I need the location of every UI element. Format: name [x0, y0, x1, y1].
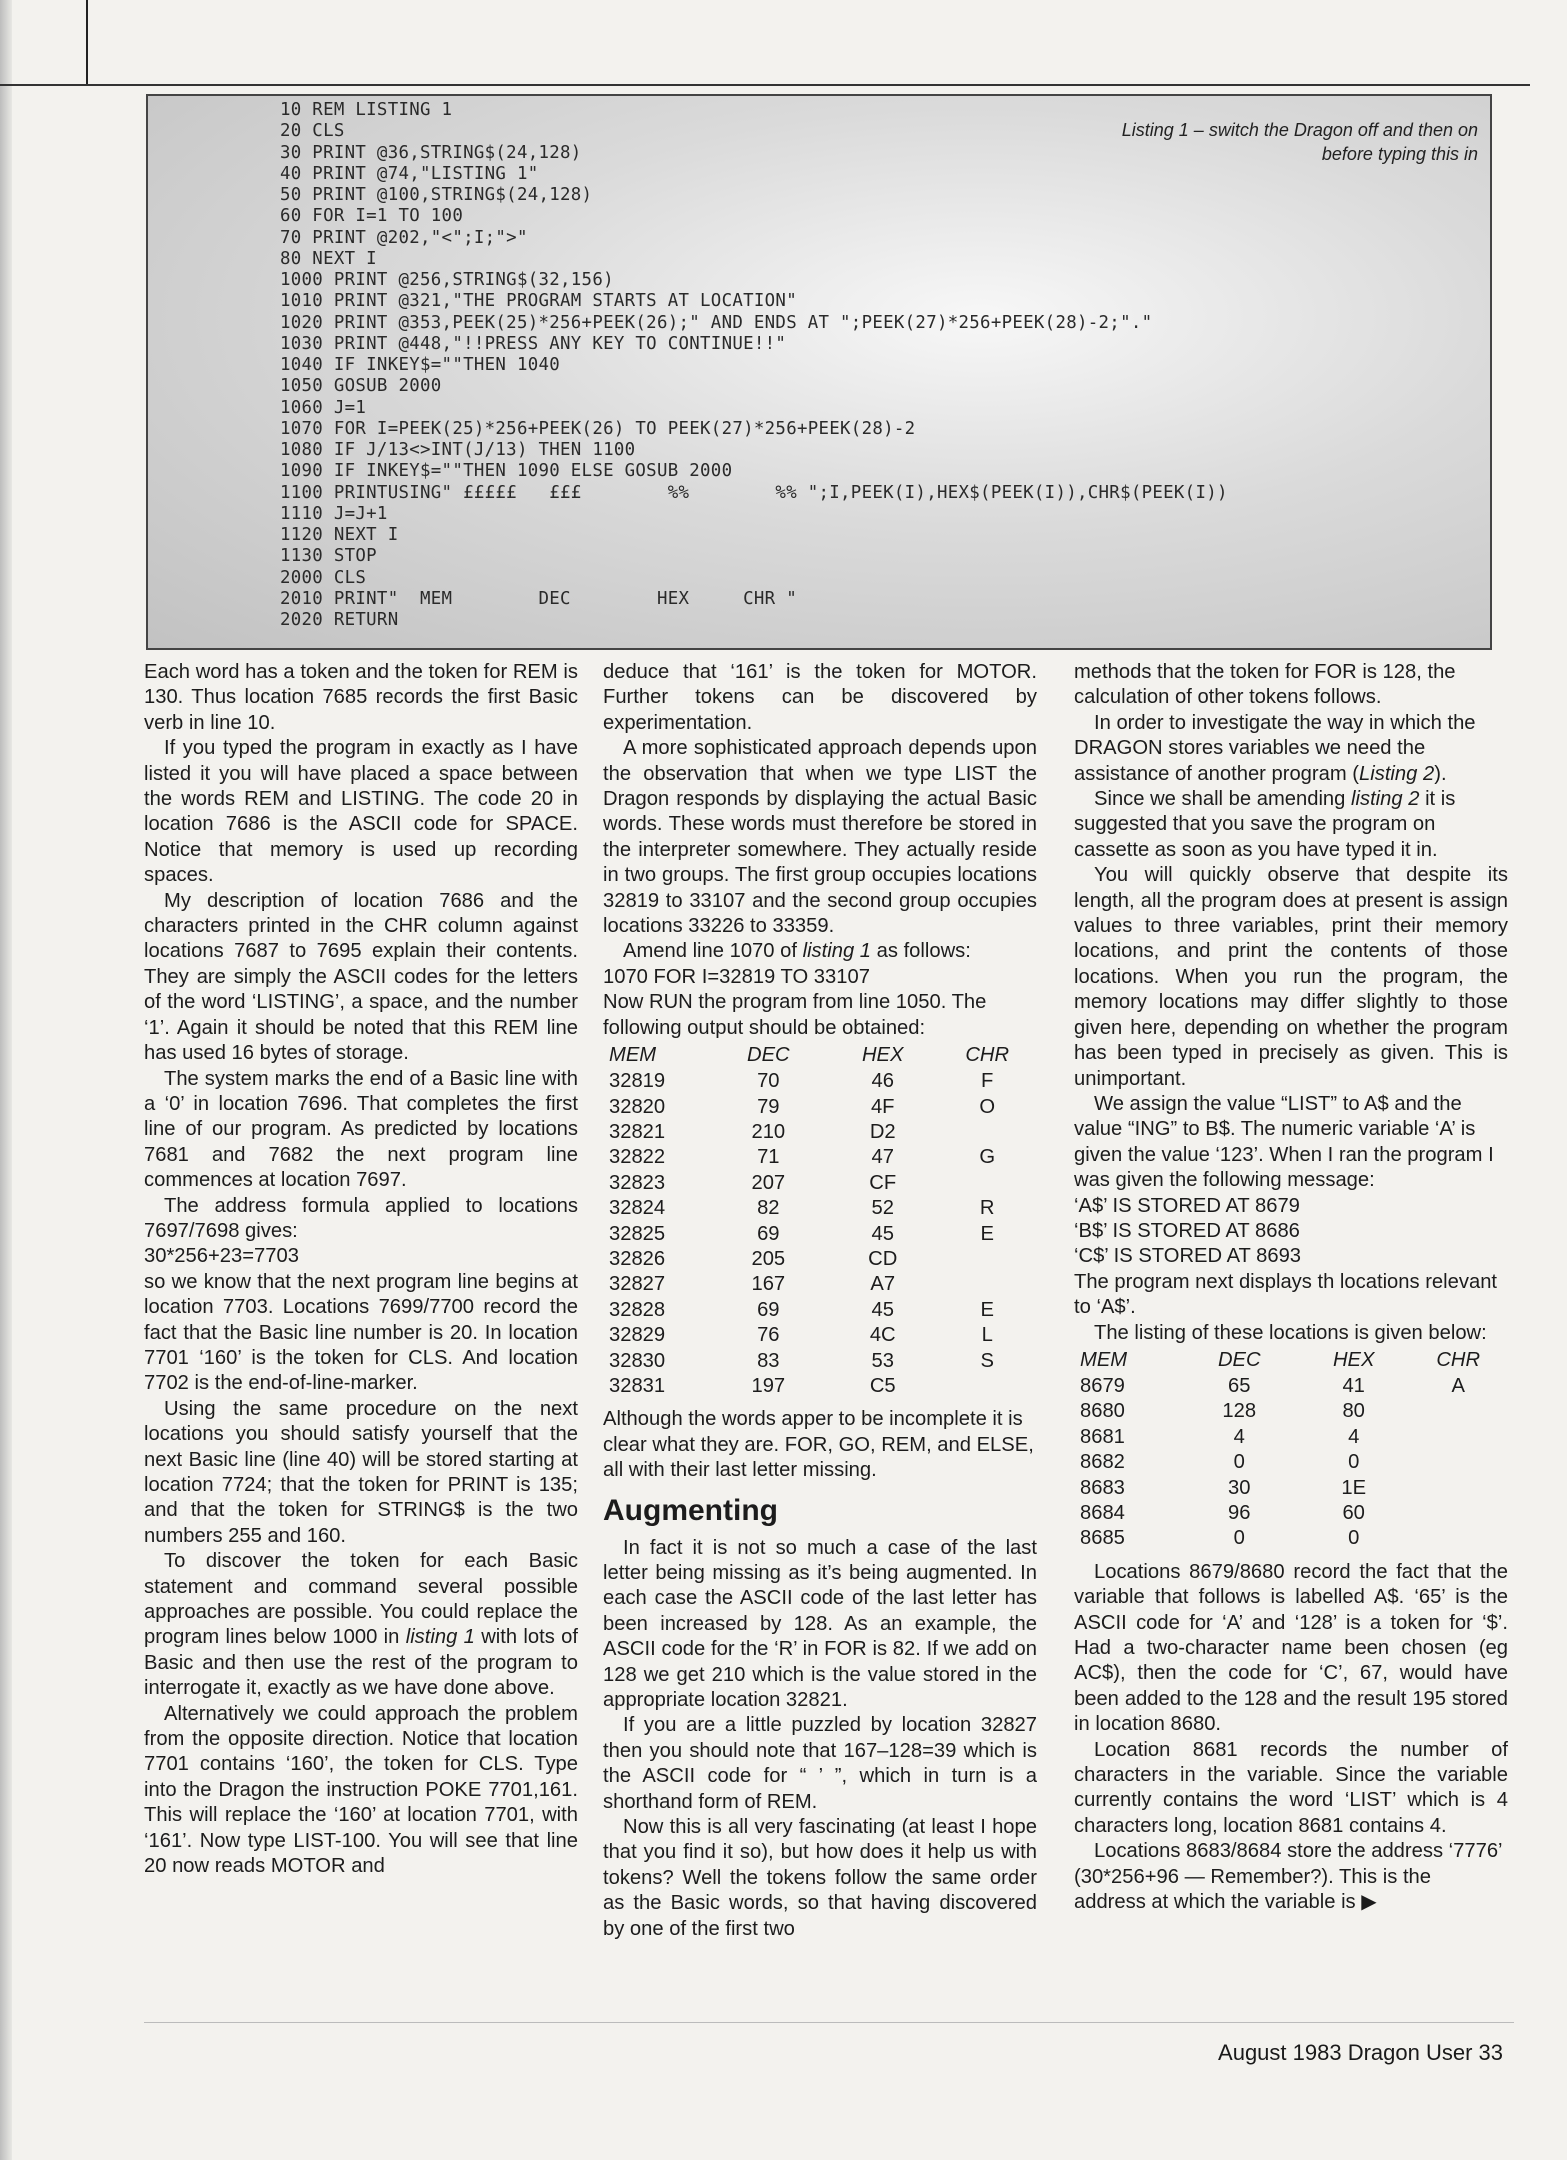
table-cell: 0 [1348, 1527, 1360, 1550]
listing-reference: listing 1 [802, 940, 872, 963]
text-run: as follows: [876, 940, 971, 963]
table-cell: 32824 [609, 1197, 666, 1220]
page-binding-edge [0, 0, 12, 2160]
table-cell: 47 [871, 1146, 894, 1169]
table-row [1080, 1425, 1508, 1450]
table-cell: 4C [869, 1324, 896, 1347]
table-cell: 60 [1342, 1502, 1365, 1524]
table-row [609, 1272, 1037, 1297]
table-cell: C5 [869, 1374, 896, 1397]
code-line: 2010 PRINT" MEM DEC HEX CHR " [280, 588, 797, 609]
table-row [609, 1349, 1037, 1374]
table-cell: CD [868, 1247, 898, 1270]
table-cell: S [980, 1349, 994, 1372]
table-cell: 32819 [609, 1070, 666, 1093]
code-line: 1070 FOR I=32819 TO 33107 [603, 965, 870, 988]
paragraph: so we know that the next program line begins at location 7703. Locations 7699/7700 record the fact that the Basic line number is 20. In location 7701 ‘160’ is the token for CLS. And location 7702 is the end-of-line-marker. [144, 1270, 578, 1395]
column-header: MEM [1080, 1349, 1128, 1372]
table-cell: 32831 [609, 1374, 666, 1397]
table-row [1080, 1476, 1508, 1501]
code-line: 1010 PRINT @321,"THE PROGRAM STARTS AT LOCATION" [280, 291, 797, 312]
table-row [609, 1069, 1037, 1094]
column-header: DEC [747, 1044, 790, 1067]
paragraph: Each word has a token and the token for REM is 130. Thus location 7685 records the first Basic verb in line 10. [144, 661, 578, 734]
table-cell: 8682 [1080, 1451, 1125, 1474]
table-cell: 79 [757, 1095, 780, 1118]
table-cell: 53 [871, 1349, 894, 1372]
table-cell: 0 [1233, 1451, 1245, 1474]
table-cell: F [981, 1070, 994, 1093]
paragraph: We assign the value “LIST” to A$ and the value “ING” to B$. The numeric variable ‘A’ is given the value ‘123’. When I ran the program I was given the following message: [1074, 1092, 1494, 1192]
table-cell [1408, 1450, 1508, 1475]
text-run: In order to investigate the way in which the DRAGON stores variables we need the assistance of another program ( [1074, 711, 1476, 785]
output-line: ‘B$’ IS STORED AT 8686 [1074, 1219, 1300, 1242]
paragraph: If you are a little puzzled by location 32827 then you should note that 167–128=39 which is the ASCII code for “ ’ ”, which in turn is a shorthand form of REM. [603, 1714, 1037, 1813]
code-line: 2000 CLS [280, 567, 367, 588]
table-row [609, 1171, 1037, 1196]
code-line: 1060 J=1 [280, 397, 367, 418]
table-cell: 32823 [609, 1171, 666, 1194]
page-footer: August 1983 Dragon User 33 [1218, 2040, 1503, 2065]
table-row [609, 1247, 1037, 1272]
code-line: 70 PRINT @202,"<";I;">" [280, 227, 528, 248]
code-line: 1100 PRINTUSING" £££££ £££ %% %% ";I,PEEK(I),HEX$(PEEK(I)),CHR$(PEEK(I)) [280, 482, 1228, 503]
listing-reference: listing 2 [1351, 788, 1420, 811]
table-cell: 45 [871, 1298, 894, 1321]
code-line: 60 FOR I=1 TO 100 [280, 206, 464, 227]
table-cell: L [981, 1324, 993, 1347]
code-line: 1070 FOR I=PEEK(25)*256+PEEK(26) TO PEEK(27)*256+PEEK(28)-2 [280, 418, 916, 439]
table-cell: A [1451, 1374, 1465, 1397]
formula-line: 30*256+23=7703 [144, 1245, 299, 1268]
column-3 [1074, 660, 1508, 1916]
table-cell: 32827 [609, 1273, 666, 1296]
table-cell [1408, 1425, 1508, 1450]
table-cell: 32826 [609, 1247, 666, 1270]
table-row [609, 1196, 1037, 1221]
output-line: ‘C$’ IS STORED AT 8693 [1074, 1245, 1302, 1268]
code-line: 1020 PRINT @353,PEEK(25)*256+PEEK(26);" AND ENDS AT ";PEEK(27)*256+PEEK(28)-2;"." [280, 312, 1153, 333]
table-row [609, 1120, 1037, 1145]
table-cell: 80 [1342, 1400, 1365, 1423]
output-line: ‘A$’ IS STORED AT 8679 [1074, 1194, 1300, 1217]
table-cell: 71 [757, 1146, 780, 1169]
text-run: with lots of Basic and then use the rest of the program to interrogate it, exactly as we have done above. [144, 1626, 579, 1700]
table-cell: 4 [1233, 1425, 1245, 1448]
table-cell: G [979, 1146, 996, 1169]
table-cell [1408, 1526, 1508, 1551]
table-cell: 8683 [1080, 1476, 1125, 1499]
column-header: CHR [965, 1044, 1010, 1067]
table-cell: 4 [1348, 1425, 1360, 1448]
table-cell: E [980, 1222, 994, 1245]
table-row [609, 1298, 1037, 1323]
paragraph: Locations 8679/8680 record the fact that the variable that follows is labelled A$. ‘65’ is the ASCII code for ‘A’ and ‘128’ is a token for ‘$’. Had a two-character name been chosen (eg AC$), then the code for ‘C’, 67, would have been added to the 128 and the result 195 stored in location 8680. [1074, 1560, 1508, 1736]
table-row [609, 1145, 1037, 1170]
paragraph: In fact it is not so much a case of the last letter being missing as it’s being augmented. In each case the ASCII code of the last letter has been increased by 128. As an example, the ASCII code for the ‘R’ in FOR is 82. If we add on 128 we get 210 which is the value stored in the appropriate location 32821. [603, 1536, 1037, 1712]
table-cell: 76 [757, 1324, 780, 1347]
table-cell: 8685 [1080, 1527, 1125, 1550]
paragraph: Locations 8683/8684 store the address ‘7776’ (30*256+96 — Remember?). This is the address at which the variable is ▶ [1074, 1840, 1502, 1914]
table-cell: 32829 [609, 1324, 666, 1347]
table-cell: 41 [1342, 1374, 1365, 1397]
table-cell: 0 [1348, 1451, 1360, 1474]
table-cell [937, 1171, 1037, 1196]
table-cell: CF [869, 1171, 897, 1194]
table-cell: D2 [869, 1120, 896, 1143]
code-line: 30 PRINT @36,STRING$(24,128) [280, 142, 582, 163]
table-cell: 4F [870, 1095, 895, 1118]
table-cell [937, 1272, 1037, 1297]
table-cell [937, 1374, 1037, 1399]
table-cell: 46 [871, 1070, 894, 1093]
paragraph: Using the same procedure on the next locations you should satisfy yourself that the next Basic line (line 40) will be stored starting at location 7724; that the token for PRINT is 135; and that the token for STRING$ is the two numbers 255 and 160. [144, 1397, 578, 1547]
column-1 [144, 660, 578, 1880]
table-cell: 32828 [609, 1298, 666, 1321]
table-row [609, 1323, 1037, 1348]
table-cell: 0 [1233, 1527, 1245, 1550]
text-run: Amend line 1070 of [623, 940, 797, 963]
table-cell: 45 [871, 1222, 894, 1245]
token-table [609, 1043, 1037, 1399]
table-cell: A7 [870, 1273, 896, 1296]
paragraph: Alternatively we could approach the problem from the opposite direction. Notice that location 7701 contains ‘160’, the token for CLS. Type into the Dragon the instruction POKE 7701,161. This will replace the ‘160’ at location 7701, with ‘161’. Now type LIST-100. You will see that line 20 now reads MOTOR and [144, 1702, 578, 1878]
table-cell [1408, 1501, 1508, 1526]
table-cell [937, 1120, 1037, 1145]
code-line: 1030 PRINT @448,"!!PRESS ANY KEY TO CONTINUE!!" [280, 333, 787, 354]
code-line: 80 NEXT I [280, 248, 377, 269]
column-header: HEX [861, 1044, 904, 1067]
binding-rule [86, 0, 88, 84]
paragraph: You will quickly observe that despite its length, all the program does at present is assign values to three variables, print their memory locations, and print the contents of those locations. When you run the program, the memory locations may differ slightly to those given here, depending on whether the program has been typed in precisely as given. This is unimportant. [1074, 864, 1508, 1090]
table-cell: 69 [757, 1222, 780, 1245]
code-line: 20 CLS [280, 121, 345, 142]
column-header: HEX [1332, 1349, 1375, 1372]
footer-rule [144, 2022, 1514, 2023]
top-rule [0, 84, 1530, 86]
code-line: 50 PRINT @100,STRING$(24,128) [280, 185, 593, 205]
paragraph: Although the words apper to be incomplete it is clear what they are. FOR, GO, REM, and ELSE, all with their last letter missing. [603, 1408, 1034, 1482]
paragraph: The listing of these locations is given below: [1094, 1321, 1487, 1344]
code-line: 1080 IF J/13<>INT(J/13) THEN 1100 [280, 440, 636, 460]
paragraph [1074, 787, 1508, 863]
table-cell: E [980, 1298, 994, 1321]
table-cell: 70 [757, 1070, 780, 1093]
code-line: 1090 IF INKEY$=""THEN 1090 ELSE GOSUB 2000 [280, 461, 733, 482]
paragraph: deduce that ‘161’ is the token for MOTOR. Further tokens can be discovered by experimentation. [603, 661, 1037, 734]
table-cell: 32822 [609, 1146, 666, 1169]
paragraph: If you typed the program in exactly as I have listed it you will have placed a space between the words REM and LISTING. The code 20 in location 7686 is the ASCII code for SPACE. Notice that memory is used up recording spaces. [144, 737, 578, 887]
table-cell [937, 1247, 1037, 1272]
code-line: 1110 J=J+1 [280, 503, 388, 524]
table-cell: 210 [751, 1120, 786, 1143]
table-cell: 30 [1228, 1476, 1251, 1499]
text-run: ). [1434, 762, 1447, 785]
paragraph: A more sophisticated approach depends upon the observation that when we type LIST the Dragon responds by displaying the actual Basic words. These words must therefore be stored in the interpreter somewhere. They actually reside in two groups. The first group occupies locations 32819 to 33107 and the second group occupies locations 33226 to 33359. [603, 737, 1037, 938]
listing-reference: Listing 2 [1359, 762, 1435, 785]
code-line: 10 REM LISTING 1 [280, 100, 453, 120]
table-cell: 167 [751, 1273, 786, 1296]
table-cell: 69 [757, 1298, 780, 1321]
table-row [1080, 1501, 1508, 1526]
table-cell: 8681 [1080, 1425, 1125, 1448]
table-cell: 128 [1222, 1400, 1257, 1423]
listing-reference: listing 1 [405, 1626, 475, 1649]
code-line: 1040 IF INKEY$=""THEN 1040 [280, 355, 561, 375]
table-cell: O [979, 1095, 996, 1118]
column-header: MEM [609, 1044, 657, 1067]
table-cell: 207 [751, 1171, 786, 1194]
column-2 [603, 660, 1037, 1942]
code-line: 1120 NEXT I [280, 525, 399, 545]
text-run: Since we shall be amending [1094, 788, 1346, 811]
table-cell: 197 [751, 1374, 786, 1397]
table-cell: 1E [1341, 1476, 1367, 1499]
paragraph: Now this is all very fascinating (at least I hope that you find it so), but how does it help us with tokens? Well the tokens follow the same order as the Basic words, so that having discovered by one of the first two [603, 1816, 1037, 1940]
table-cell: 205 [751, 1247, 786, 1270]
variable-table [1080, 1348, 1508, 1552]
table-cell: 32825 [609, 1222, 666, 1245]
paragraph: The system marks the end of a Basic line with a ‘0’ in location 7696. That completes the first line of our program. As predicted by locations 7681 and 7682 the next program line commences at location 7697. [144, 1067, 578, 1192]
table-cell [1408, 1476, 1508, 1501]
text-run: To discover the token for each Basic statement and command several possible approaches are possible. You could replace the program lines below 1000 in [144, 1550, 578, 1649]
paragraph: The program next displays th locations relevant to ‘A$’. [1074, 1270, 1498, 1319]
listing-1-box [146, 94, 1492, 650]
section-heading: Augmenting [603, 1493, 778, 1527]
column-header: DEC [1217, 1349, 1261, 1372]
table-cell: 83 [757, 1349, 780, 1372]
table-cell: 65 [1228, 1374, 1251, 1397]
column-header: CHR [1436, 1349, 1481, 1372]
table-row [1080, 1450, 1508, 1475]
code-listing [280, 100, 1228, 631]
paragraph: methods that the token for FOR is 128, the calculation of other tokens follows. [1074, 661, 1456, 709]
paragraph [144, 1549, 578, 1701]
table-cell: 52 [871, 1197, 894, 1220]
code-line: 1000 PRINT @256,STRING$(32,156) [280, 270, 614, 290]
table-cell [1408, 1399, 1508, 1424]
table-cell: R [979, 1197, 995, 1220]
paragraph: The address formula applied to locations 7697/7698 gives: [144, 1194, 578, 1242]
code-line: 40 PRINT @74,"LISTING 1" [280, 163, 539, 184]
table-cell: 32821 [609, 1120, 666, 1143]
table-row [609, 1374, 1037, 1399]
table-row [609, 1222, 1037, 1247]
paragraph [603, 939, 1037, 964]
paragraph: Now RUN the program from line 1050. The following output should be obtained: [603, 991, 987, 1039]
paragraph [1074, 711, 1508, 787]
table-row [1080, 1526, 1508, 1551]
paragraph: Location 8681 records the number of characters in the variable. Since the variable currently contains the word ‘LIST’ which is 4 characters long, location 8681 contains 4. [1074, 1738, 1508, 1837]
table-row [609, 1095, 1037, 1120]
paragraph: My description of location 7686 and the characters printed in the CHR column against locations 7687 to 7695 explain their contents. They are simply the ASCII codes for the letters of the word ‘LISTING’, a space, and the number ‘1’. Again it should be noted that this REM line has used 16 bytes of storage. [144, 889, 578, 1065]
text-run: it is suggested that you save the program on cassette as soon as you have typed it in. [1074, 788, 1456, 861]
table-cell: 32820 [609, 1095, 666, 1118]
table-cell: 8679 [1080, 1374, 1125, 1397]
code-line: 2020 RETURN [280, 610, 399, 630]
code-line: 1130 STOP [280, 546, 377, 567]
code-line: 1050 GOSUB 2000 [280, 376, 442, 397]
table-cell: 96 [1228, 1502, 1251, 1524]
table-cell: 82 [757, 1197, 780, 1220]
table-row [1080, 1399, 1508, 1424]
table-cell: 8684 [1080, 1502, 1125, 1524]
table-cell: 32830 [609, 1349, 666, 1372]
table-cell: 8680 [1080, 1400, 1125, 1423]
table-row [1080, 1374, 1508, 1399]
listing-caption: Listing 1 – switch the Dragon off and then on before typing this in [1121, 120, 1478, 164]
